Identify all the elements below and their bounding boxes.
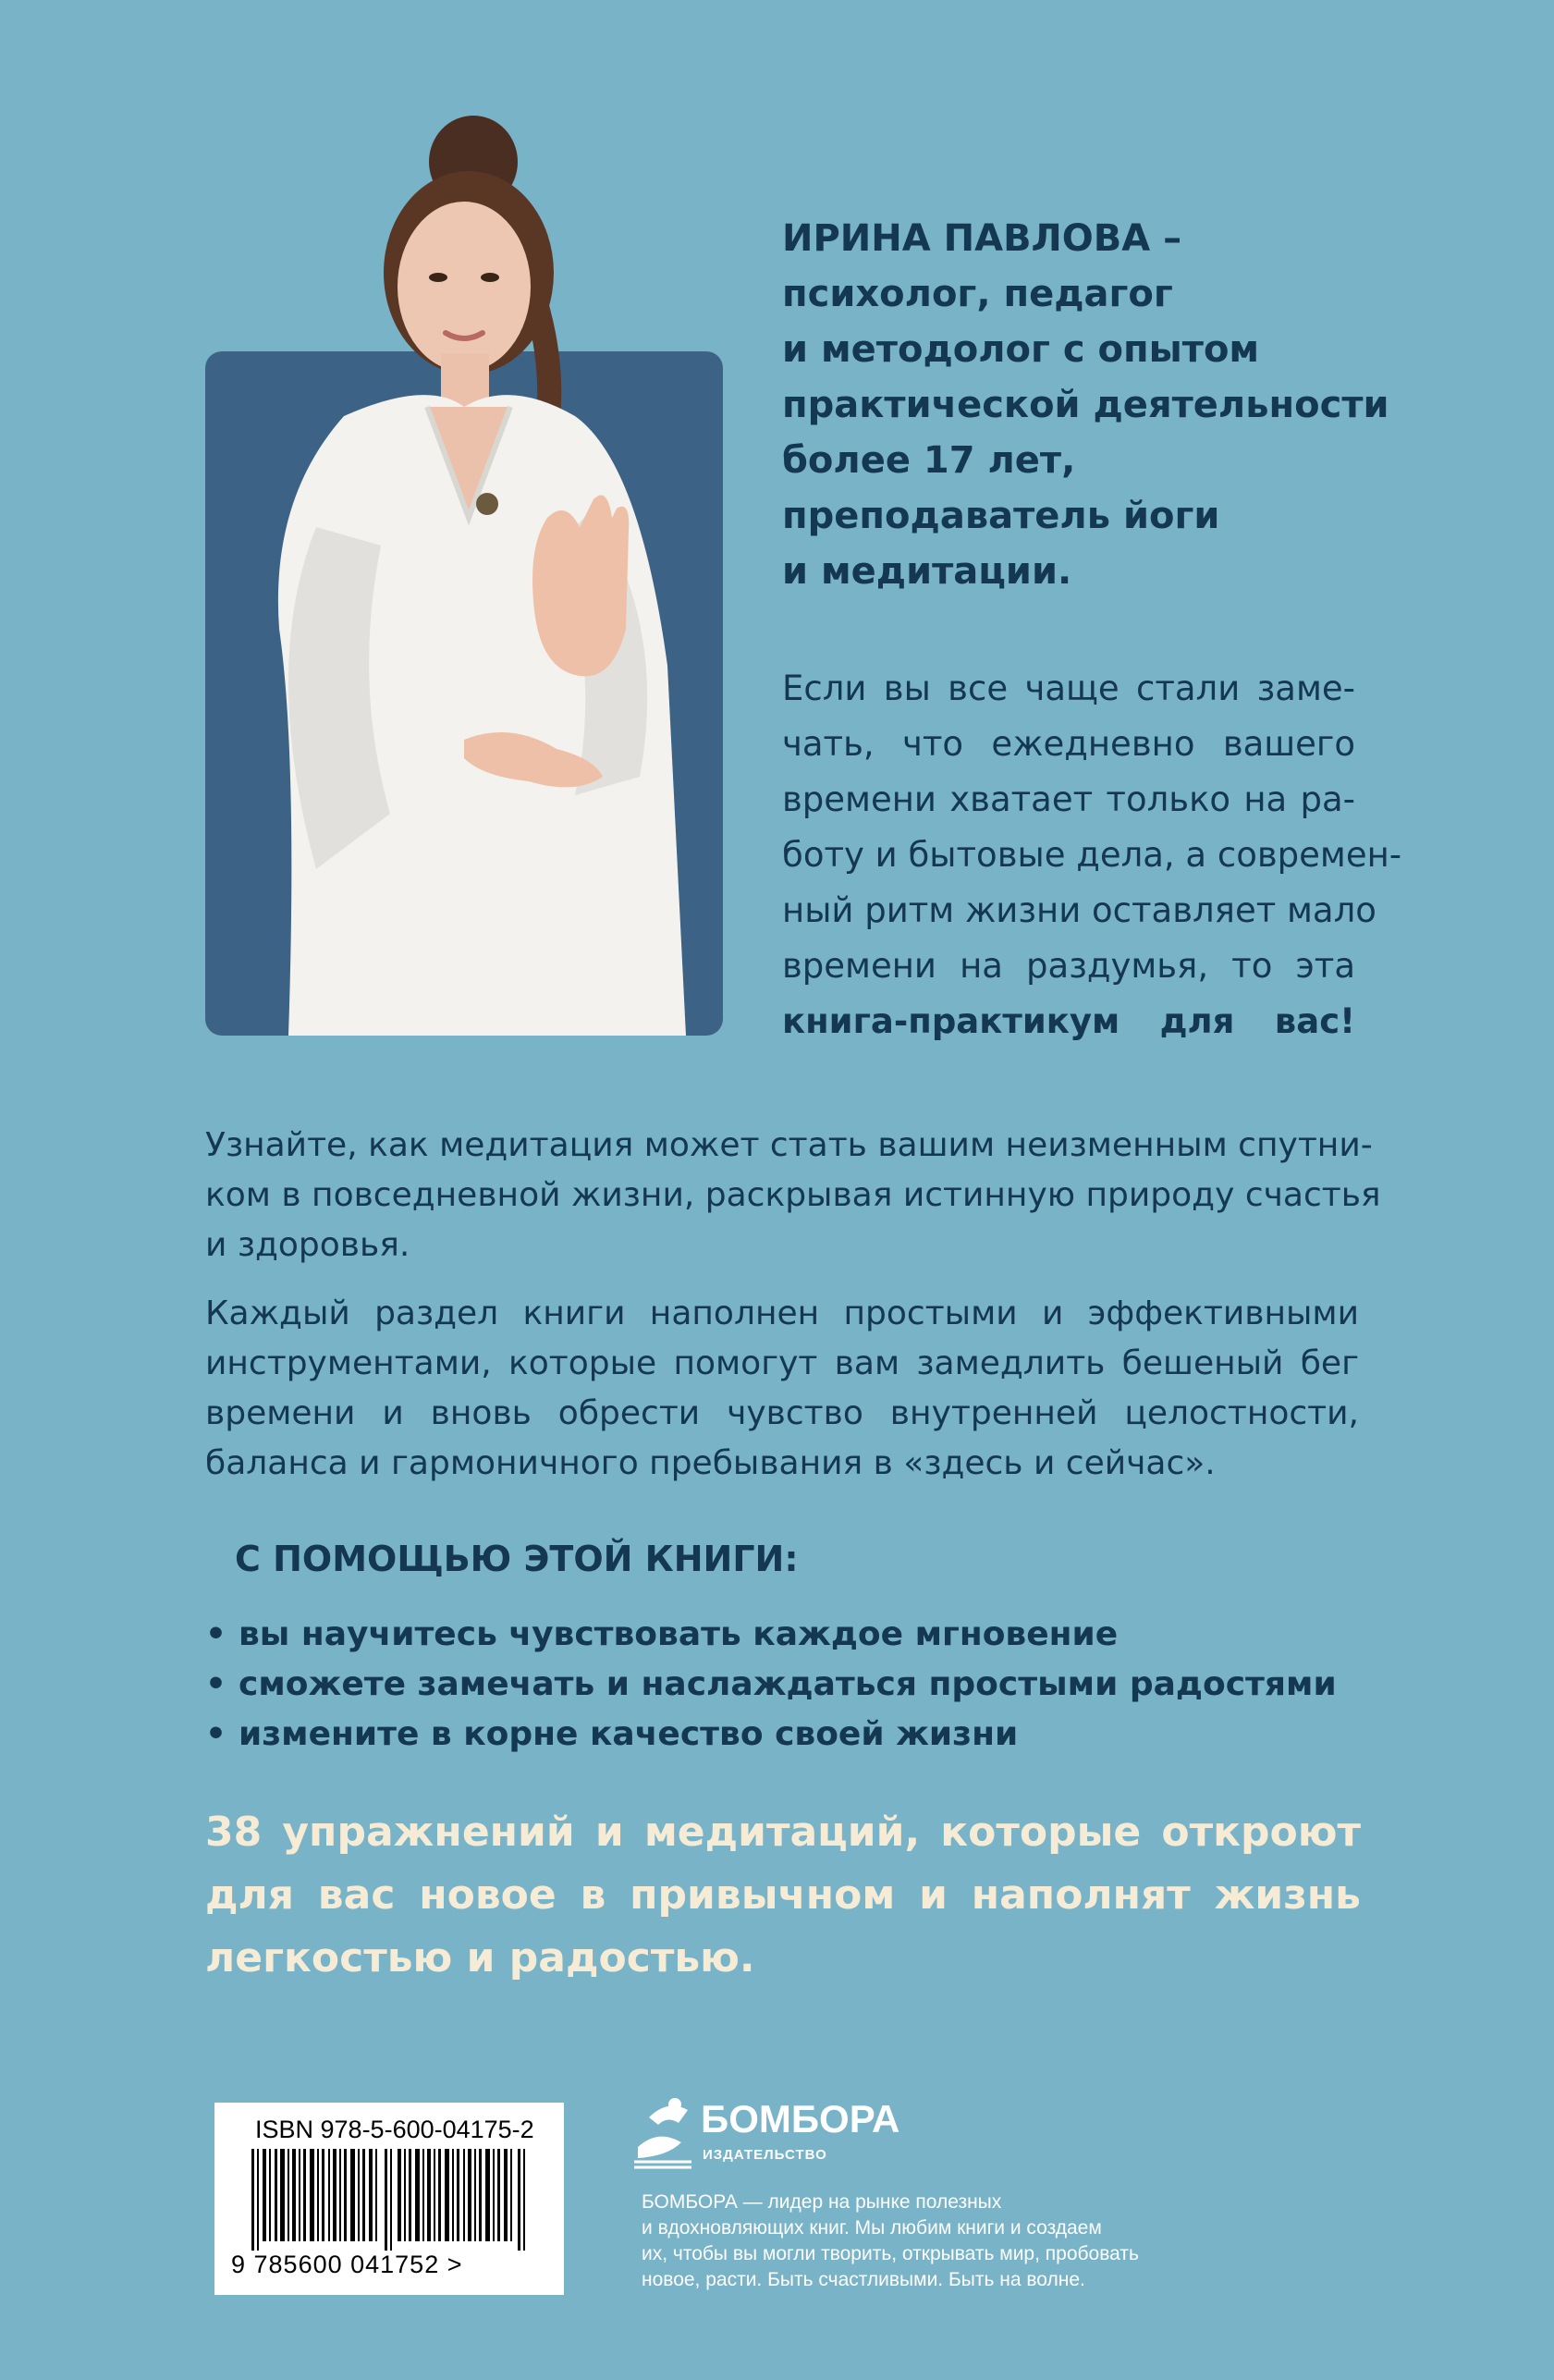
list-item [205,1709,1361,1759]
bullet-icon: • [205,1664,227,1703]
barcode-bars [251,2149,529,2251]
publisher-description-line: их, чтобы вы могли творить, открывать мир, пробовать [642,2243,1139,2264]
list-item [205,1659,1361,1709]
list-item-text: сможете замечать и наслаждаться простыми радостями [239,1664,1337,1703]
paragraph-line: баланса и гармоничного пребывания в «здесь и сейчас». [205,1444,1216,1482]
paragraph-line: времени и вновь обрести чувство внутренней целостности, [205,1394,1359,1432]
author-portrait [205,111,723,1036]
publisher-description [642,2190,1215,2293]
author-bio-line: и методолог с опытом [782,328,1260,371]
publisher-description-line: новое, расти. Быть счастливыми. Быть на волне. [642,2269,1085,2290]
list-item-text: вы научитесь чувствовать каждое мгновение [239,1614,1119,1653]
author-bio-line: и медитации. [782,550,1072,593]
barcode-digits: 9 785600 041752 > [231,2251,463,2278]
author-bio-line: практической деятельности [782,384,1389,426]
intro-line: ный ритм жизни оставляет мало [782,890,1377,930]
benefits-list [205,1609,1361,1759]
paragraph-line: и здоровья. [205,1226,410,1264]
list-item [205,1609,1361,1659]
publisher-name: БОМБОРА [701,2097,900,2141]
paragraph-line: инструментами, которые помогут вам замедлить бешеный бег [205,1344,1359,1382]
paragraph-line: Узнайте, как медитация может стать вашим неизменным спутни- [205,1126,1373,1164]
paragraph-meditation [205,1121,1381,1270]
bullet-icon: • [205,1614,227,1653]
paragraph-sections [205,1289,1359,1489]
intro-emphasis-line: книга-практикум для вас! [782,1001,1355,1041]
highlight-line: легкостью и радостью. [205,1934,755,1981]
intro-line: времени хватает только на ра- [782,779,1355,819]
publisher-subtitle: ИЗДАТЕЛЬСТВО [703,2147,827,2163]
author-name: ИРИНА ПАВЛОВА – [782,217,1182,260]
list-item-text: измените в корне качество своей жизни [239,1714,1019,1753]
paragraph-line: ком в повседневной жизни, раскрывая истинную природу счастья [205,1176,1381,1214]
isbn-number: ISBN 978-5-600-04175-2 [255,2116,534,2143]
bullet-icon: • [205,1714,227,1753]
intro-line: Если вы все чаще стали заме- [782,669,1355,708]
publisher-description-line: БОМБОРА — лидер на рынке полезных [642,2191,1002,2213]
author-bio-line: психолог, педагог [782,273,1173,315]
paragraph-line: Каждый раздел книги наполнен простыми и эффективными [205,1294,1359,1332]
highlight-statement [205,1801,1361,1990]
author-bio [782,211,1389,599]
author-bio-line: более 17 лет, [782,439,1076,482]
intro-line: времени на раздумья, то эта [782,946,1355,986]
intro-paragraph [782,661,1402,1049]
highlight-line: для вас новое в привычном и наполнят жизнь [205,1871,1361,1919]
isbn-barcode [214,2103,564,2295]
author-bio-line: преподаватель йоги [782,495,1220,537]
benefits-title: С ПОМОЩЬЮ ЭТОЙ КНИГИ: [235,1539,799,1579]
intro-line: боту и бытовые дела, а современ- [782,835,1402,875]
intro-line: чать, что ежедневно вашего [782,724,1355,764]
highlight-line: 38 упражнений и медитаций, которые откроют [205,1809,1361,1856]
publisher-description-line: и вдохновляющих книг. Мы любим книги и создаем [642,2217,1102,2239]
